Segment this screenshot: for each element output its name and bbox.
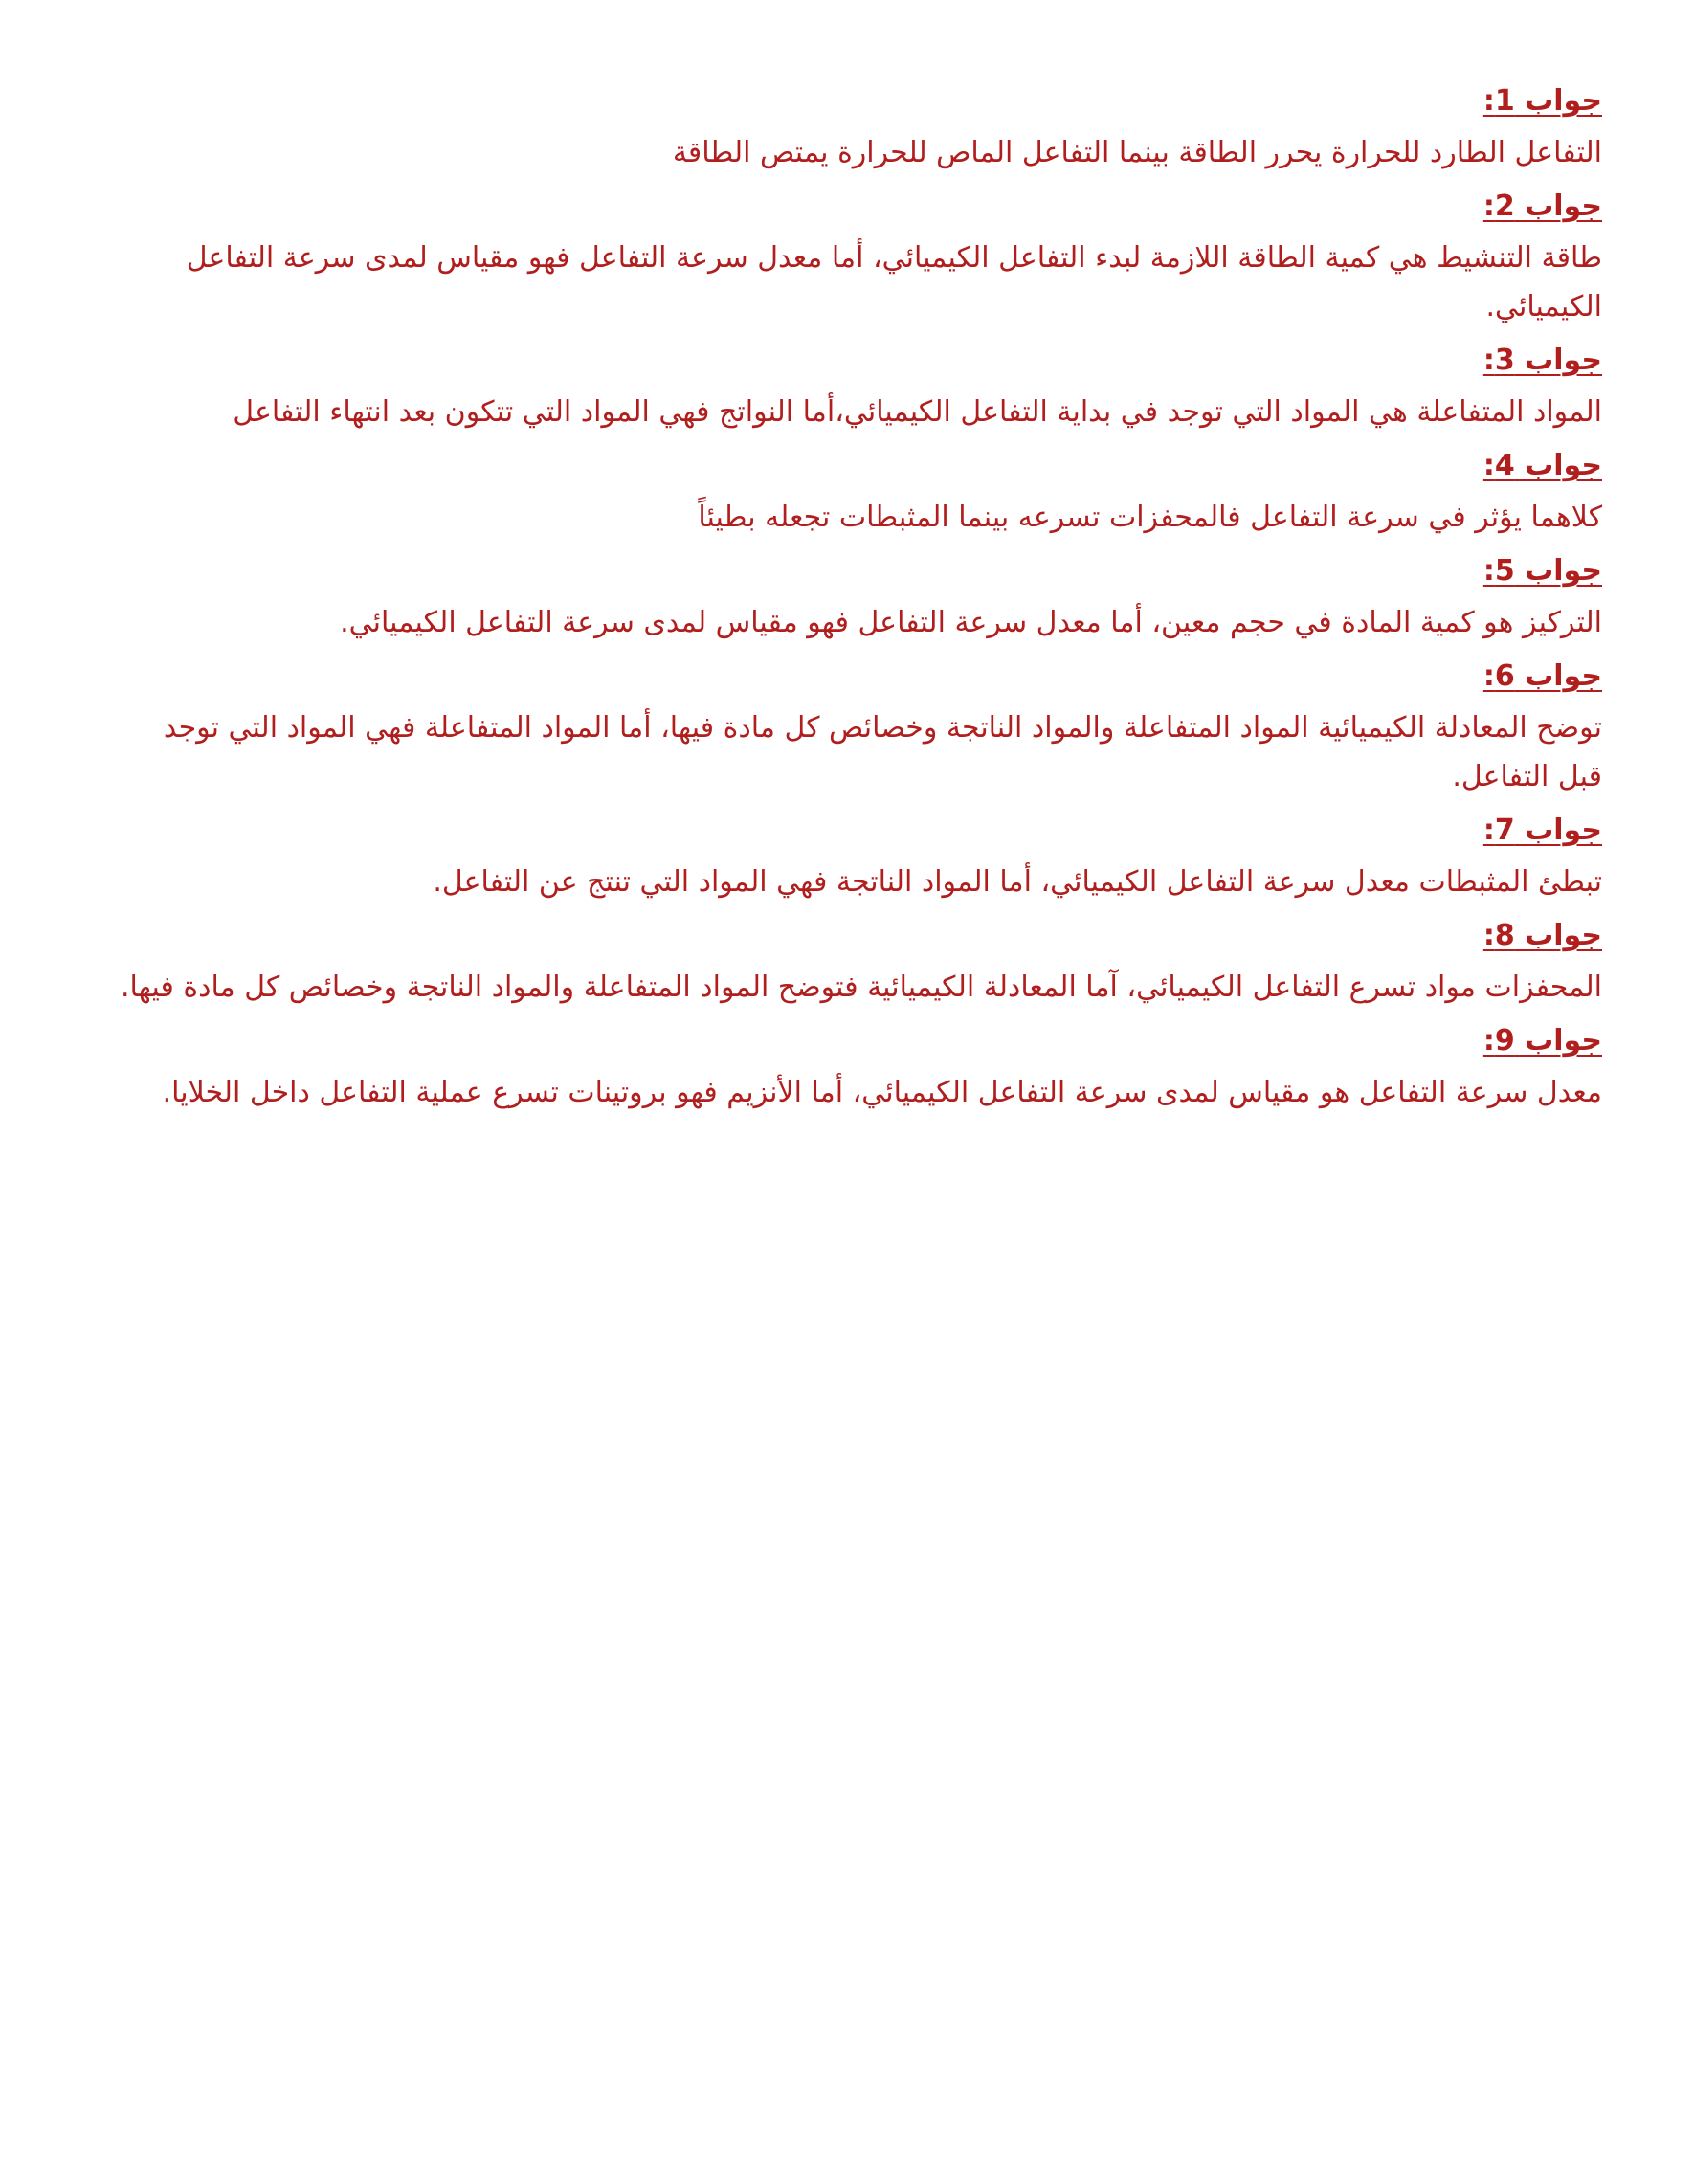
answer-heading: جواب 5: [1482, 554, 1602, 588]
answer-8 [113, 919, 1602, 1012]
answer-text: تبطئ المثبطات معدل سرعة التفاعل الكيميائي، أما المواد الناتجة فهي المواد التي تنتج عن التفاعل. [433, 865, 1602, 899]
answer-2 [113, 189, 1602, 331]
answer-4 [113, 449, 1602, 542]
answer-heading: جواب 8: [1482, 919, 1602, 952]
answer-heading: جواب 9: [1482, 1024, 1602, 1058]
answer-heading: جواب 2: [1482, 189, 1602, 223]
answer-text: التركيز هو كمية المادة في حجم معين، أما معدل سرعة التفاعل فهو مقياس لمدى سرعة التفاعل الكيميائي. [340, 606, 1602, 639]
answer-9 [113, 1024, 1602, 1117]
answer-text: طاقة التنشيط هي كمية الطاقة اللازمة لبدء التفاعل الكيميائي، أما معدل سرعة التفاعل فهو مقياس لمدى سرعة التفاعل الكيميائي. [186, 241, 1602, 323]
answer-heading: جواب 3: [1482, 344, 1602, 377]
answer-heading: جواب 7: [1482, 813, 1602, 847]
answer-7 [113, 813, 1602, 906]
answer-1 [113, 84, 1602, 177]
answer-3 [113, 344, 1602, 436]
answer-text: معدل سرعة التفاعل هو مقياس لمدى سرعة التفاعل الكيميائي، أما الأنزيم فهو بروتينات تسرع عملية التفاعل داخل الخلايا. [162, 1076, 1602, 1109]
answer-text: توضح المعادلة الكيميائية المواد المتفاعلة والمواد الناتجة وخصائص كل مادة فيها، أما المواد المتفاعلة فهي المواد التي توجد قبل التفاعل. [163, 711, 1602, 793]
answer-text: المحفزات مواد تسرع التفاعل الكيميائي، آما المعادلة الكيميائية فتوضح المواد المتفاعلة والمواد الناتجة وخصائص كل مادة فيها. [120, 970, 1602, 1004]
answer-heading: جواب 1: [1482, 84, 1602, 118]
answer-text: التفاعل الطارد للحرارة يحرر الطاقة بينما التفاعل الماص للحرارة يمتص الطاقة [672, 136, 1602, 169]
answer-heading: جواب 4: [1482, 449, 1602, 482]
answer-5 [113, 554, 1602, 647]
answer-heading: جواب 6: [1482, 659, 1602, 693]
answer-text: كلاهما يؤثر في سرعة التفاعل فالمحفزات تسرعه بينما المثبطات تجعله بطيئاً [698, 501, 1602, 534]
answer-sheet [113, 84, 1602, 1129]
answer-text: المواد المتفاعلة هي المواد التي توجد في بداية التفاعل الكيميائي،أما النواتج فهي المواد التي تتكون بعد انتهاء التفاعل [233, 395, 1602, 429]
answer-6 [113, 659, 1602, 801]
